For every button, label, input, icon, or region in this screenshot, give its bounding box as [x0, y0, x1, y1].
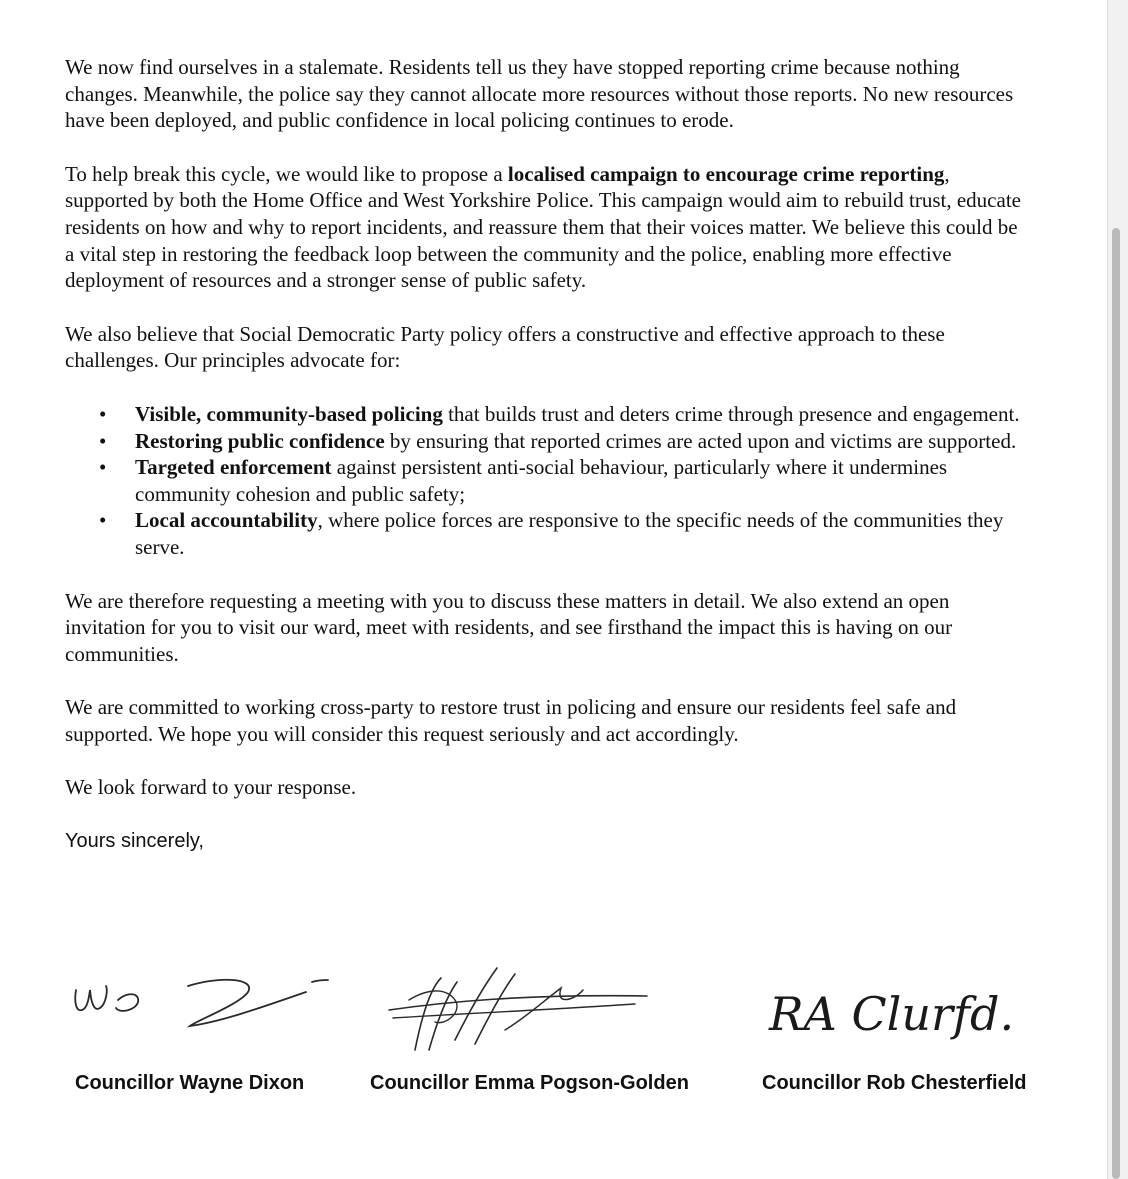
principle-title: Targeted enforcement	[135, 455, 332, 480]
principle-text: that builds trust and deters crime through presence and engagement.	[442, 401, 1020, 426]
list-item	[135, 454, 1025, 507]
paragraph-meeting-request: We are therefore requesting a meeting with you to discuss these matters in detail. We also extend an open invitation for you to visit our ward, meet with residents, and see firsthand the impact this is having on our communities.	[65, 588, 953, 666]
proposal-emphasis: localised campaign to encourage crime reporting	[507, 161, 945, 186]
signature-block	[0, 960, 1128, 1100]
signatory-name-emma-pogson-golden: Councillor Emma Pogson-Golden	[370, 1072, 689, 1094]
principle-text: against persistent anti-social behaviour, particularly where it undermines community cohesion and public safety;	[135, 455, 948, 506]
signature-emma-pogson-golden	[385, 960, 655, 1060]
signature-rob-chesterfield-text: RA Clurfd.	[769, 987, 1015, 1041]
signatory-name-wayne-dixon: Councillor Wayne Dixon	[75, 1072, 305, 1094]
paragraph-party-policy: We also believe that Social Democratic Party policy offers a constructive and effective approach to these challenges. Our principles advocate for:	[65, 321, 945, 373]
closing-salutation: Yours sincerely,	[65, 830, 204, 853]
principle-text: by ensuring that reported crimes are acted upon and victims are supported.	[384, 428, 1017, 453]
signature-rob-chesterfield	[765, 972, 1015, 1052]
paragraph-stalemate: We now find ourselves in a stalemate. Residents tell us they have stopped reporting crime because nothing changes. Meanwhile, the police say they cannot allocate more resources without those reports. No new resources have been deployed, and public confidence in local policing continues to erode.	[65, 55, 1014, 133]
principle-title: Visible, community-based policing	[135, 401, 443, 426]
principles-list	[65, 401, 1025, 561]
list-item	[135, 428, 1025, 455]
paragraph-cross-party: We are committed to working cross-party to restore trust in policing and ensure our residents feel safe and supported. We hope you will consider this request seriously and act accordingly.	[65, 695, 957, 746]
proposal-detail: , supported by both the Home Office and West Yorkshire Police. This campaign would aim to rebuild trust, educate residents on how and why to report incidents, and reassure them that their voices matter. We believe this could be a vital step in restoring the feedback loop between the community and the police, enabling more effective deployment of resources and a stronger sense of public safety.	[65, 161, 1021, 293]
principle-title: Restoring public confidence	[135, 428, 385, 453]
paragraph-campaign-proposal	[65, 161, 1025, 294]
principle-title: Local accountability	[135, 508, 318, 533]
list-item	[135, 507, 1025, 560]
letter-body	[65, 54, 1025, 882]
paragraph-look-forward: We look forward to your response.	[65, 775, 357, 800]
signature-wayne-dixon	[70, 968, 350, 1038]
vertical-scrollbar[interactable]	[1107, 0, 1128, 1179]
principle-text: , where police forces are responsive to the specific needs of the communities they serve.	[135, 508, 1004, 559]
list-item	[135, 401, 1025, 428]
signatory-name-rob-chesterfield: Councillor Rob Chesterfield	[762, 1072, 1027, 1094]
proposal-intro: To help break this cycle, we would like to propose a	[65, 161, 508, 186]
scrollbar-thumb[interactable]	[1112, 228, 1120, 1179]
